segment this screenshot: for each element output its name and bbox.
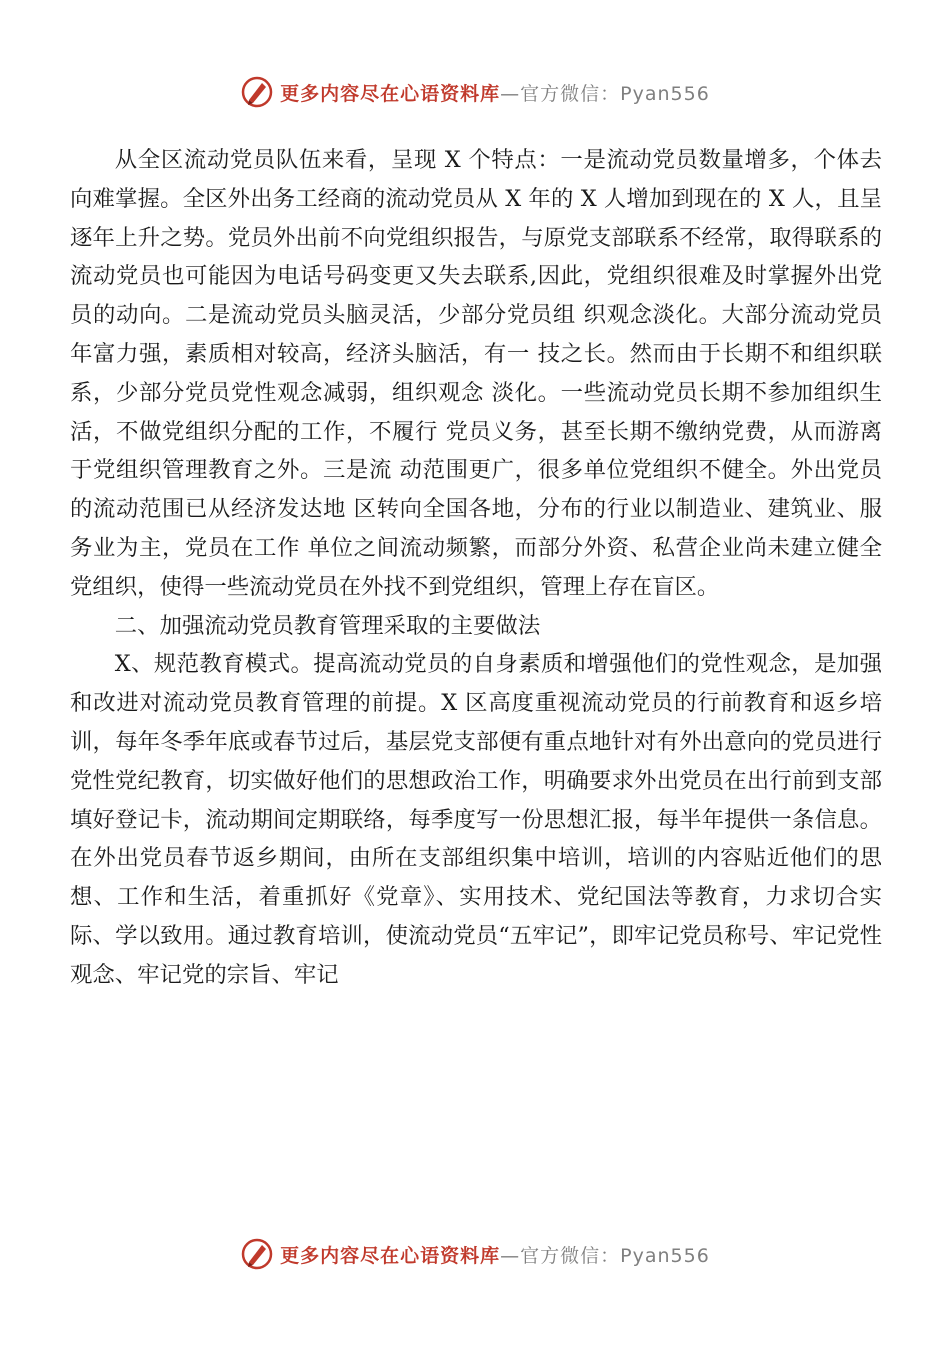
- banner-text: 更多内容尽在心语资料库—官方微信：Pyan556: [280, 1244, 710, 1267]
- pen-nib-logo-icon: [240, 75, 274, 109]
- document-body: [70, 141, 882, 995]
- pen-nib-logo-icon: [240, 1237, 274, 1271]
- banner-contact: —官方微信：Pyan556: [500, 1244, 710, 1267]
- banner-contact: —官方微信：Pyan556: [500, 82, 710, 105]
- section-heading: 二、加强流动党员教育管理采取的主要做法: [114, 612, 541, 639]
- banner-text: 更多内容尽在心语资料库—官方微信：Pyan556: [280, 82, 710, 105]
- paragraph-education-mode: X、规范教育模式。提高流动党员的自身素质和增强他们的党性观念，是加强和改进对流动党员教育管理的前提。X 区高度重视流动党员的行前教育和返乡培训，每年冬季年底或春节过后，基层党支部便有重点地针对有外出意向的党员进行党性党纪教育，切实做好他们的思想政治工作，明确要求外出党员在出行前到支部填好登记卡，流动期间定期联络，每季度写一份思想汇报，每半年提供一条信息。在外出党员春节返乡期间，由所在支部组织集中培训，培训的内容贴近他们的思想、工作和生活，着重抓好《党章》、实用技术、党纪国法等教育，力求切合实际、学以致用。通过教育培训，使流动党员“五牢记”，即牢记党员称号、牢记党性观念、牢记党的宗旨、牢记: [70, 651, 882, 988]
- footer-banner: [0, 1232, 950, 1276]
- header-banner: [0, 70, 950, 114]
- paragraph-characteristics: 从全区流动党员队伍来看，呈现 X 个特点：一是流动党员数量增多，个体去向难掌握。全区外出务工经商的流动党员从 X 年的 X 人增加到现在的 X 人，且呈逐年上升之势。党员外出前不向党组织报告，与原党支部联系不经常，取得联系的流动党员也可能因为电话号码变更又失去联系,因此，党组织很难及时掌握外出党员的动向。二是流动党员头脑灵活，少部分党员组 织观念淡化。大部分流动党员年富力强，素质相对较高，经济头脑活，有一 技之长。然而由于长期不和组织联系，少部分党员党性观念减弱，组织观念 淡化。一些流动党员长期不参加组织生活，不做党组织分配的工作，不履行 党员义务，甚至长期不缴纳党费，从而游离于党组织管理教育之外。三是流 动范围更广，很多单位党组织不健全。外出党员的流动范围已从经济发达地 区转向全国各地，分布的行业以制造业、建筑业、服务业为主，党员在工作 单位之间流动频繁，而部分外资、私营企业尚未建立健全党组织，使得一些流动党员在外找不到党组织，管理上存在盲区。: [70, 147, 882, 600]
